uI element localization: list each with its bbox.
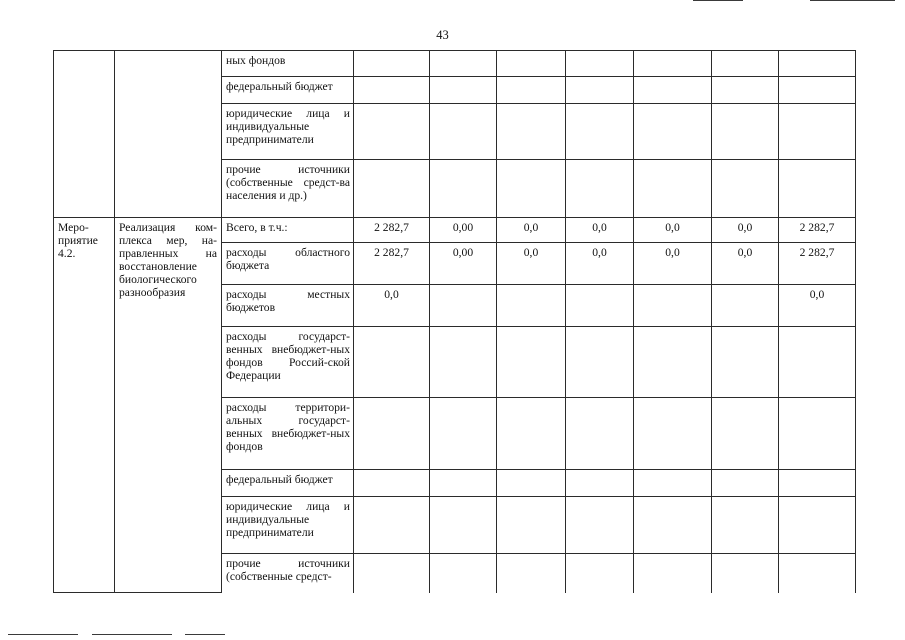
value-cell: 2 282,7 (779, 218, 856, 243)
value-cell: 2 282,7 (354, 218, 430, 243)
source-cell: расходы местных бюджетов (222, 285, 354, 327)
measure-code-cell-prev (54, 51, 115, 218)
value-cell: 2 282,7 (779, 243, 856, 285)
measure-name-cell-prev (115, 51, 222, 218)
source-cell: Всего, в т.ч.: (222, 218, 354, 243)
source-cell: юридические лица и индивидуальные предприниматели (222, 497, 354, 554)
budget-table (53, 50, 856, 593)
source-cell: прочие источники (собственные средст-ва населения и др.) (222, 160, 354, 218)
value-cell: 0,0 (634, 218, 712, 243)
value-cell: 0,0 (634, 243, 712, 285)
source-cell: расходы областного бюджета (222, 243, 354, 285)
source-cell: юридические лица и индивидуальные предприниматели (222, 104, 354, 160)
measure-code-cell: Меро-приятие 4.2. (54, 218, 115, 593)
source-cell: расходы государст-венных внебюджет-ных фондов Россий-ской Федерации (222, 327, 354, 398)
value-cell (497, 285, 566, 327)
value-cell (566, 285, 634, 327)
page-number: 43 (436, 28, 449, 42)
table-row (54, 51, 856, 77)
source-cell: ных фондов (222, 51, 354, 77)
value-cell: 0,00 (430, 243, 497, 285)
value-cell: 0,0 (566, 218, 634, 243)
source-cell: федеральный бюджет (222, 77, 354, 104)
value-cell: 0,0 (354, 285, 430, 327)
source-cell: расходы территори-альных государст-венных внебюджет-ных фондов (222, 398, 354, 470)
value-cell: 0,00 (430, 218, 497, 243)
scan-edge-bottom-left-1 (8, 634, 78, 635)
measure-name-cell: Реализация ком-плекса мер, на-правленных на восстановление биологического разнообразия (115, 218, 222, 593)
value-cell: 0,0 (497, 218, 566, 243)
value-cell: 0,0 (779, 285, 856, 327)
value-cell (712, 285, 779, 327)
value-cell: 0,0 (497, 243, 566, 285)
value-cell (430, 285, 497, 327)
value-cell: 0,0 (566, 243, 634, 285)
value-cell: 2 282,7 (354, 243, 430, 285)
scan-edge-top-right-1 (693, 0, 743, 1)
scan-edge-bottom-left-3 (185, 634, 225, 635)
value-cell (634, 285, 712, 327)
source-cell: прочие источники (собственные средст- (222, 554, 354, 593)
scan-edge-top-right-2 (810, 0, 895, 1)
scan-edge-bottom-left-2 (92, 634, 172, 635)
source-cell: федеральный бюджет (222, 470, 354, 497)
value-cell: 0,0 (712, 243, 779, 285)
table-row (54, 218, 856, 243)
value-cell: 0,0 (712, 218, 779, 243)
